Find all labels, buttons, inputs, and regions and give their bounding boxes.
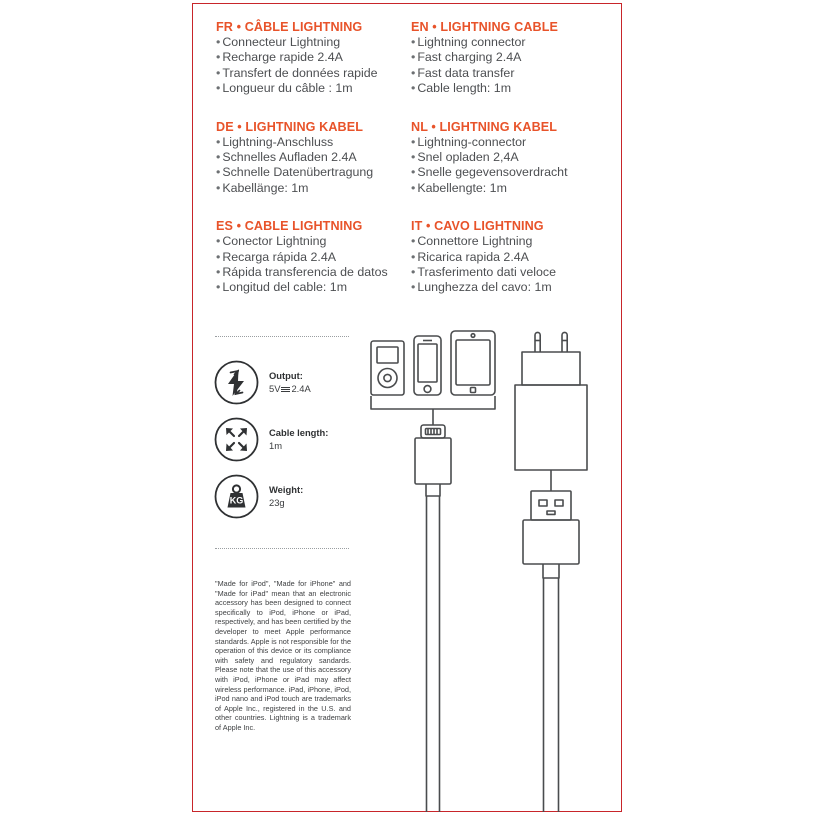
feature-text: Ricarica rapida 2.4A: [417, 249, 529, 264]
bullet-glyph: •: [216, 134, 221, 149]
divider-top: [215, 336, 349, 337]
bullet-glyph: •: [216, 165, 221, 180]
bullet-glyph: •: [216, 249, 221, 264]
bullet-glyph: •: [411, 234, 416, 249]
eu-wall-charger-icon: [515, 332, 587, 470]
ipod-device: [371, 341, 404, 395]
bullet-glyph: •: [411, 81, 416, 96]
bullet-glyph: •: [216, 150, 221, 165]
feature-text: Snelle gegevensoverdracht: [417, 165, 568, 180]
dc-current-icon: [281, 386, 290, 393]
weight-kg-icon: [214, 474, 259, 519]
spec-value: [269, 383, 311, 396]
divider-bottom: [215, 548, 349, 549]
power-bolt-icon: [214, 360, 259, 405]
feature-text: Connettore Lightning: [417, 234, 533, 249]
feature-text: Fast data transfer: [417, 65, 515, 80]
bullet-glyph: •: [411, 35, 416, 49]
feature-text: Snel opladen 2,4A: [417, 150, 519, 165]
spec-value-prefix: 5V: [269, 382, 281, 394]
feature-text: Transfert de données rapide: [222, 65, 378, 80]
feature-text: Lightning connector: [417, 35, 526, 49]
spec-text-cable-length: [269, 427, 328, 452]
feature-text: Lunghezza del cavo: 1m: [417, 280, 552, 295]
feature-text: Lightning-Anschluss: [222, 134, 334, 149]
bullet-glyph: •: [216, 81, 221, 96]
bullet-glyph: •: [411, 249, 416, 264]
feature-text: Lightning-connector: [417, 134, 527, 149]
usb-a-connector-icon: [523, 470, 579, 578]
usb-cable: [544, 578, 559, 812]
spec-value: 1m: [269, 439, 283, 451]
bullet-glyph: •: [411, 65, 416, 80]
language-title-fr: FR • CÂBLE LIGHTNING: [216, 20, 363, 34]
spec-label: Output:: [269, 369, 303, 381]
feature-text: Schnelle Datenübertragung: [222, 165, 374, 180]
lightning-connector-icon: [415, 425, 451, 496]
feature-text: Longueur du câble : 1m: [222, 81, 353, 96]
spec-value-suffix: 2.4A: [291, 382, 311, 394]
feature-text: Trasferimento dati veloce: [417, 265, 556, 280]
bullet-glyph: •: [216, 265, 221, 280]
feature-text: Recarga rápida 2.4A: [222, 249, 336, 264]
bullet-glyph: •: [411, 134, 416, 149]
bullet-glyph: •: [411, 165, 416, 180]
spec-row-weight: [214, 474, 303, 519]
ipad-device: [451, 331, 495, 395]
iphone-device: [414, 336, 441, 395]
product-illustration: [355, 0, 625, 812]
spec-label: Weight:: [269, 483, 304, 495]
feature-text: Conector Lightning: [222, 234, 327, 249]
feature-text: Cable length: 1m: [417, 81, 512, 96]
bullet-glyph: •: [216, 35, 221, 49]
feature-text: Kabellänge: 1m: [222, 180, 309, 195]
feature-text: Schnelles Aufladen 2.4A: [222, 150, 357, 165]
feature-text: Rápida transferencia de datos: [222, 265, 388, 280]
feature-text: Connecteur Lightning: [222, 35, 341, 49]
language-title-it: IT • CAVO LIGHTNING: [411, 219, 544, 234]
spec-text-output: [269, 370, 311, 395]
spec-row-output: [214, 360, 311, 405]
bullet-glyph: •: [411, 265, 416, 280]
language-title-es: ES • CABLE LIGHTNING: [216, 219, 363, 234]
bullet-glyph: •: [411, 180, 416, 195]
bullet-glyph: •: [411, 50, 416, 65]
bullet-glyph: •: [216, 50, 221, 65]
feature-text: Fast charging 2.4A: [417, 50, 522, 65]
spec-value: 23g: [269, 496, 285, 508]
spec-text-weight: [269, 484, 303, 509]
expand-arrows-icon: [214, 417, 259, 462]
device-bracket: [371, 396, 495, 425]
language-title-de: DE • LIGHTNING KABEL: [216, 119, 364, 134]
bullet-glyph: •: [411, 150, 416, 165]
bullet-glyph: •: [216, 280, 221, 295]
bullet-glyph: •: [411, 280, 416, 295]
language-title-en: EN • LIGHTNING CABLE: [411, 20, 559, 34]
language-title-nl: NL • LIGHTNING KABEL: [411, 119, 558, 134]
feature-text: Longitud del cable: 1m: [222, 280, 348, 295]
spec-label: Cable length:: [269, 426, 329, 438]
bullet-glyph: •: [216, 65, 221, 80]
lightning-cable: [427, 496, 440, 812]
legal-disclaimer-text: "Made for iPod", "Made for iPhone" and "Made for iPad" mean that an electronic accessory has been designed to connect specifically to iPod, iPhone or iPad, respectively, and has been certified by the developer to meet Apple performance standards. Apple is not responsible for the operation of this device or its compliance with safety and regulatory sandards. Please note that the use of this accessory with iPod, iPhone or iPad may affect wireless performance. iPad, iPhone, iPod, iPod nano and iPod touch are trademarks of Apple Inc., registered in the U.S. and other countries. Lightning is a trademark of Apple Inc.: [215, 579, 351, 732]
svg-text:KG: KG: [229, 495, 244, 506]
feature-text: Kabellengte: 1m: [417, 180, 507, 195]
bullet-glyph: •: [216, 234, 221, 249]
spec-row-cable-length: [214, 417, 328, 462]
feature-text: Recharge rapide 2.4A: [222, 50, 343, 65]
bullet-glyph: •: [216, 180, 221, 195]
